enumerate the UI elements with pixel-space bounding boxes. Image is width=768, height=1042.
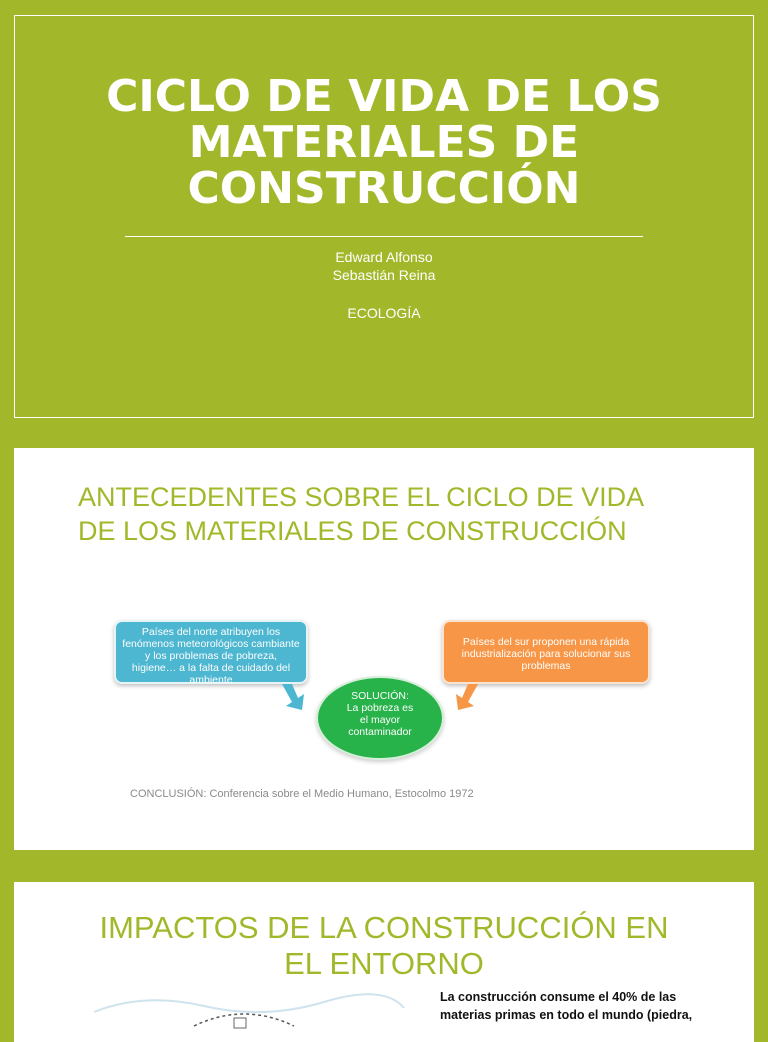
south-countries-box: Países del sur proponen una rápida industrialización para solucionar sus problemas	[442, 620, 650, 684]
solution-line: La pobreza es	[346, 702, 414, 714]
title-line: CONSTRUCCIÓN	[187, 163, 581, 214]
heading-line: IMPACTOS DE LA CONSTRUCCIÓN EN	[99, 910, 669, 945]
impact-description	[440, 988, 740, 1024]
solution-line: SOLUCIÓN:	[351, 690, 409, 702]
solution-oval	[316, 676, 444, 760]
arrow-right-icon	[278, 682, 310, 712]
impactos-slide	[14, 882, 754, 1042]
north-countries-box: Países del norte atribuyen los fenómenos meteorológicos cambiante y los problemas de pobreza, higiene… a la falta de cuidado del ambiente	[114, 620, 308, 684]
course-name: ECOLOGÍA	[347, 305, 421, 321]
slide-heading	[78, 480, 718, 548]
presentation-title	[15, 71, 753, 214]
title-line: CICLO DE VIDA DE LOS	[106, 71, 662, 122]
construction-sketch-image	[84, 982, 414, 1042]
title-divider	[125, 236, 643, 237]
heading-line: EL ENTORNO	[284, 946, 484, 981]
heading-line: DE LOS MATERIALES DE CONSTRUCCIÓN	[78, 516, 627, 546]
body-line: materias primas en todo el mundo (piedra,	[440, 1008, 693, 1022]
heading-line: ANTECEDENTES SOBRE EL CICLO DE VIDA	[78, 482, 645, 512]
solution-line: contaminador	[348, 726, 412, 738]
conclusion-text: CONCLUSIÓN: Conferencia sobre el Medio Humano, Estocolmo 1972	[130, 788, 474, 800]
title-line: MATERIALES DE	[188, 117, 580, 168]
antecedentes-slide	[14, 448, 754, 850]
arrow-left-icon	[450, 682, 482, 712]
slide-heading	[14, 910, 754, 982]
solution-line: el mayor	[359, 714, 401, 726]
author-name: Sebastián Reina	[332, 267, 436, 283]
body-line: La construcción consume el 40% de las	[440, 990, 677, 1004]
authors-block	[15, 248, 753, 322]
author-name: Edward Alfonso	[335, 249, 433, 265]
title-slide	[14, 15, 754, 418]
